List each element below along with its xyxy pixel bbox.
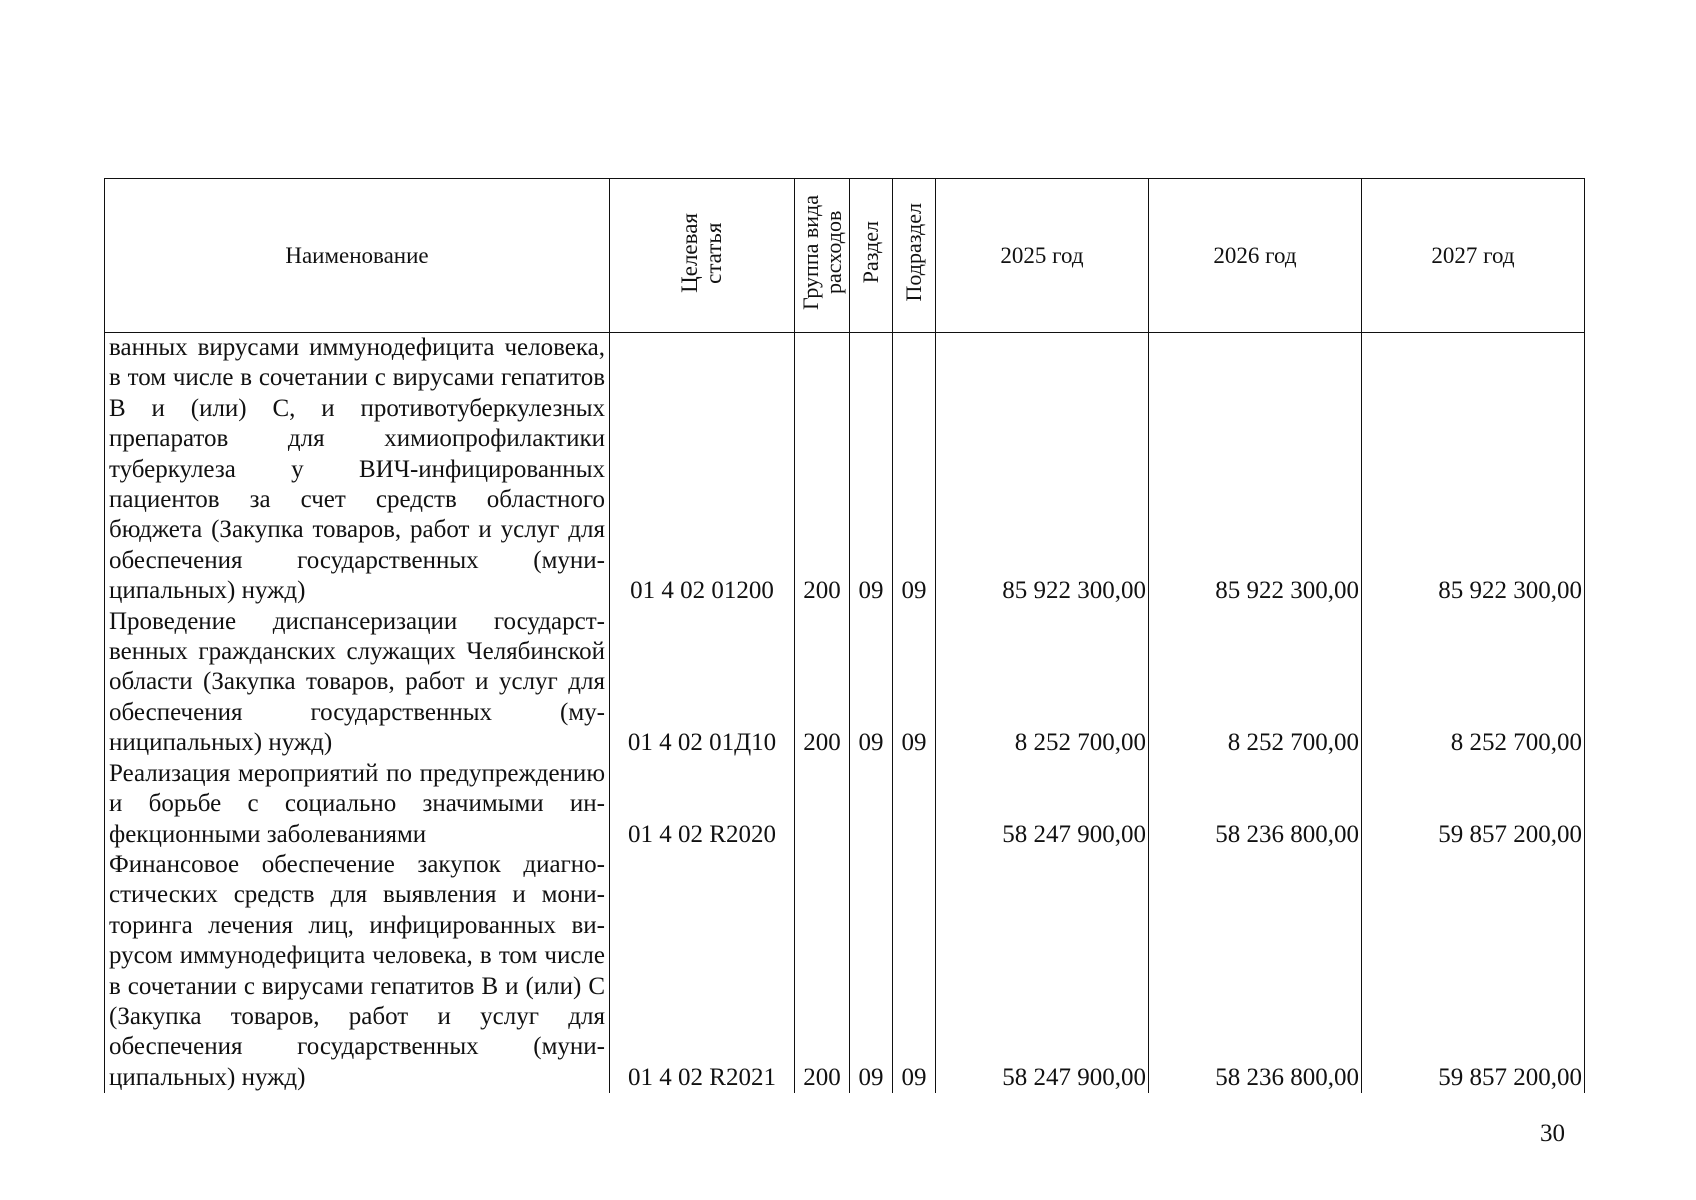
header-2025: 2025 год	[936, 179, 1149, 333]
row-name: Реализация мероприятий по предупреждению и борьбе с социально значимыми инфекционными заболеваниями	[105, 759, 610, 850]
row-amount-2025: 58 247 900,00	[936, 850, 1149, 1093]
row-amount-2026: 85 922 300,00	[1149, 333, 1362, 607]
row-expense-group: 200	[795, 333, 850, 607]
row-expense-group: 200	[795, 607, 850, 759]
row-amount-2027: 59 857 200,00	[1362, 850, 1585, 1093]
row-name: Проведение диспансеризации государственных гражданских служащих Челябинской области (Закупка товаров, работ и услуг для обеспечения государственных (муниципальных) нужд)	[105, 607, 610, 759]
budget-table-container	[104, 178, 1584, 1093]
header-name: Наименование	[105, 179, 610, 333]
row-amount-2025: 58 247 900,00	[936, 759, 1149, 850]
header-target-article: Целевая статья	[610, 179, 795, 333]
row-amount-2027: 59 857 200,00	[1362, 759, 1585, 850]
row-section: 09	[850, 850, 893, 1093]
table-row	[105, 607, 1585, 759]
row-amount-2025: 85 922 300,00	[936, 333, 1149, 607]
row-amount-2026: 58 236 800,00	[1149, 759, 1362, 850]
row-expense-group	[795, 759, 850, 850]
row-section: 09	[850, 607, 893, 759]
row-subsection	[893, 759, 936, 850]
table-row	[105, 850, 1585, 1093]
header-subsection: Подраздел	[893, 179, 936, 333]
table-row	[105, 759, 1585, 850]
row-amount-2026: 58 236 800,00	[1149, 850, 1362, 1093]
row-subsection: 09	[893, 333, 936, 607]
row-section	[850, 759, 893, 850]
page-number: 30	[1540, 1120, 1565, 1147]
row-target-article: 01 4 02 R2021	[610, 850, 795, 1093]
row-name: Финансовое обеспечение закупок диагностических средств для выявления и мониторинга лечения лиц, инфицированных вирусом иммунодефицита человека, в том числе в сочетании с вирусами гепатитов В и (или) С (Закупка товаров, работ и услуг для обеспечения государственных (муниципальных) нужд)	[105, 850, 610, 1093]
row-amount-2025: 8 252 700,00	[936, 607, 1149, 759]
row-target-article: 01 4 02 01Д10	[610, 607, 795, 759]
header-2026: 2026 год	[1149, 179, 1362, 333]
row-subsection: 09	[893, 850, 936, 1093]
header-2027: 2027 год	[1362, 179, 1585, 333]
row-amount-2026: 8 252 700,00	[1149, 607, 1362, 759]
table-row	[105, 333, 1585, 607]
row-amount-2027: 85 922 300,00	[1362, 333, 1585, 607]
table-header-row	[105, 179, 1585, 333]
header-expense-group: Группа вида расходов	[795, 179, 850, 333]
row-name: ванных вирусами иммунодефицита человека, в том числе в сочетании с вирусами гепатитов В и (или) С, и противотуберкулезных препаратов для химиопрофилактики туберкулеза у ВИЧ-инфицированных пациентов за счет средств областного бюджета (Закупка товаров, работ и услуг для обеспечения государственных (муниципальных) нужд)	[105, 333, 610, 607]
row-expense-group: 200	[795, 850, 850, 1093]
row-target-article: 01 4 02 R2020	[610, 759, 795, 850]
row-amount-2027: 8 252 700,00	[1362, 607, 1585, 759]
row-section: 09	[850, 333, 893, 607]
table-body	[105, 333, 1585, 1094]
budget-table	[104, 178, 1585, 1093]
header-section: Раздел	[850, 179, 893, 333]
row-target-article: 01 4 02 01200	[610, 333, 795, 607]
row-subsection: 09	[893, 607, 936, 759]
